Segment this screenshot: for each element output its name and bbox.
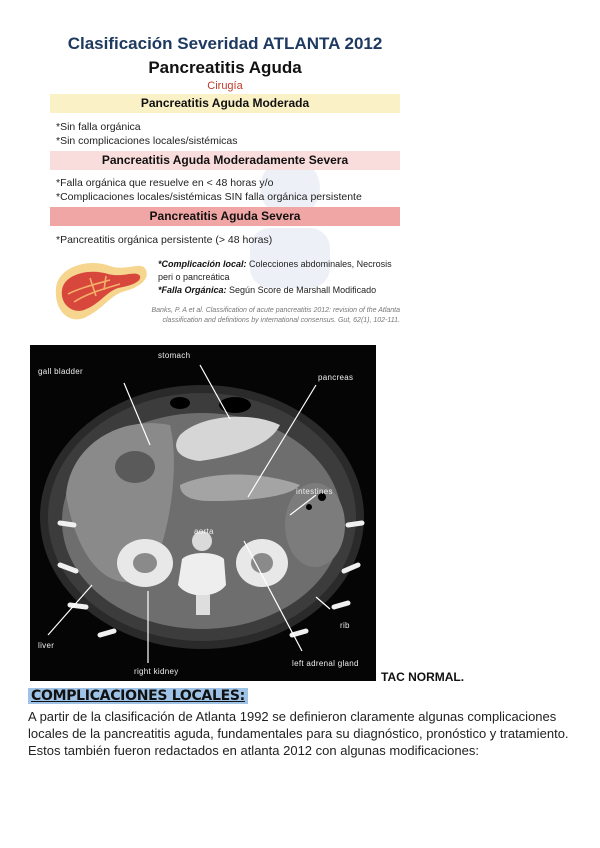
title-suffix: ATLANTA 2012 bbox=[262, 34, 383, 53]
ct-label-spine: spine bbox=[190, 557, 211, 566]
body-paragraph: A partir de la clasificación de Atlanta 1992 se definieron claramente algunas complicaciones locales de la pancreatitis aguda, fundamentales para su diagnóstico, pronóstico y tratamiento. Estos también fueron redactados en atlanta 2012 con algunas modificaciones: bbox=[28, 709, 569, 758]
title-prefix: Clasificación Severidad bbox=[67, 34, 259, 53]
criteria-item: *Pancreatitis orgánica persistente (> 48 horas) bbox=[56, 234, 273, 246]
criteria-moderada-severa bbox=[56, 176, 396, 204]
criteria-item: *Complicaciones locales/sistémicas SIN falla orgánica persistente bbox=[56, 191, 362, 203]
infographic-subtitle: Cirugía bbox=[207, 80, 243, 92]
band-severa: Pancreatitis Aguda Severa bbox=[50, 207, 400, 226]
definition-local-text: Colecciones abdominales, Necrosis peri o pancreática bbox=[158, 259, 392, 282]
definition-local bbox=[158, 258, 400, 284]
criteria-item: *Falla orgánica que resuelve en < 48 horas y/o bbox=[56, 177, 274, 189]
ct-label-pancreas: pancreas bbox=[318, 373, 354, 382]
infographic-title bbox=[50, 34, 400, 54]
ct-label-gallbladder: gall bladder bbox=[38, 367, 83, 376]
ct-label-liver: liver bbox=[38, 641, 55, 650]
ct-caption: TAC NORMAL. bbox=[381, 670, 465, 684]
definitions-block bbox=[158, 258, 400, 297]
ct-label-left-adrenal: left adrenal gland bbox=[292, 659, 359, 668]
definition-organ bbox=[158, 284, 400, 297]
ct-label-intestines: intestines bbox=[296, 487, 333, 496]
definition-local-label: *Complicación local: bbox=[158, 259, 247, 269]
infographic-title-line2: Pancreatitis Aguda bbox=[148, 58, 302, 77]
ct-label-aorta: aorta bbox=[194, 527, 214, 536]
ct-label-right-kidney: right kidney bbox=[134, 667, 179, 676]
band-moderada-severa: Pancreatitis Aguda Moderadamente Severa bbox=[50, 151, 400, 170]
ct-scan-graphic bbox=[30, 345, 376, 681]
citation: Banks, P. A et al. Classification of acute pancreatitis 2012: revision of the Atlanta classification and definitions by international consensus. Gut, 62(1), 102-111. bbox=[151, 307, 400, 324]
ct-label-rib: rib bbox=[340, 621, 350, 630]
ct-scan-image bbox=[30, 345, 376, 681]
criteria-item: *Sin complicaciones locales/sistémicas bbox=[56, 135, 238, 147]
section-heading: COMPLICACIONES LOCALES: bbox=[28, 688, 248, 704]
criteria-severa bbox=[56, 233, 396, 247]
definition-organ-label: *Falla Orgánica: bbox=[158, 285, 227, 295]
atlanta-classification-infographic bbox=[50, 28, 400, 340]
criteria-item: *Sin falla orgánica bbox=[56, 121, 141, 133]
band-moderada: Pancreatitis Aguda Moderada bbox=[50, 94, 400, 113]
definition-organ-text: Según Score de Marshall Modificado bbox=[229, 285, 377, 295]
criteria-moderada bbox=[56, 120, 396, 148]
ct-label-stomach: stomach bbox=[158, 351, 191, 360]
